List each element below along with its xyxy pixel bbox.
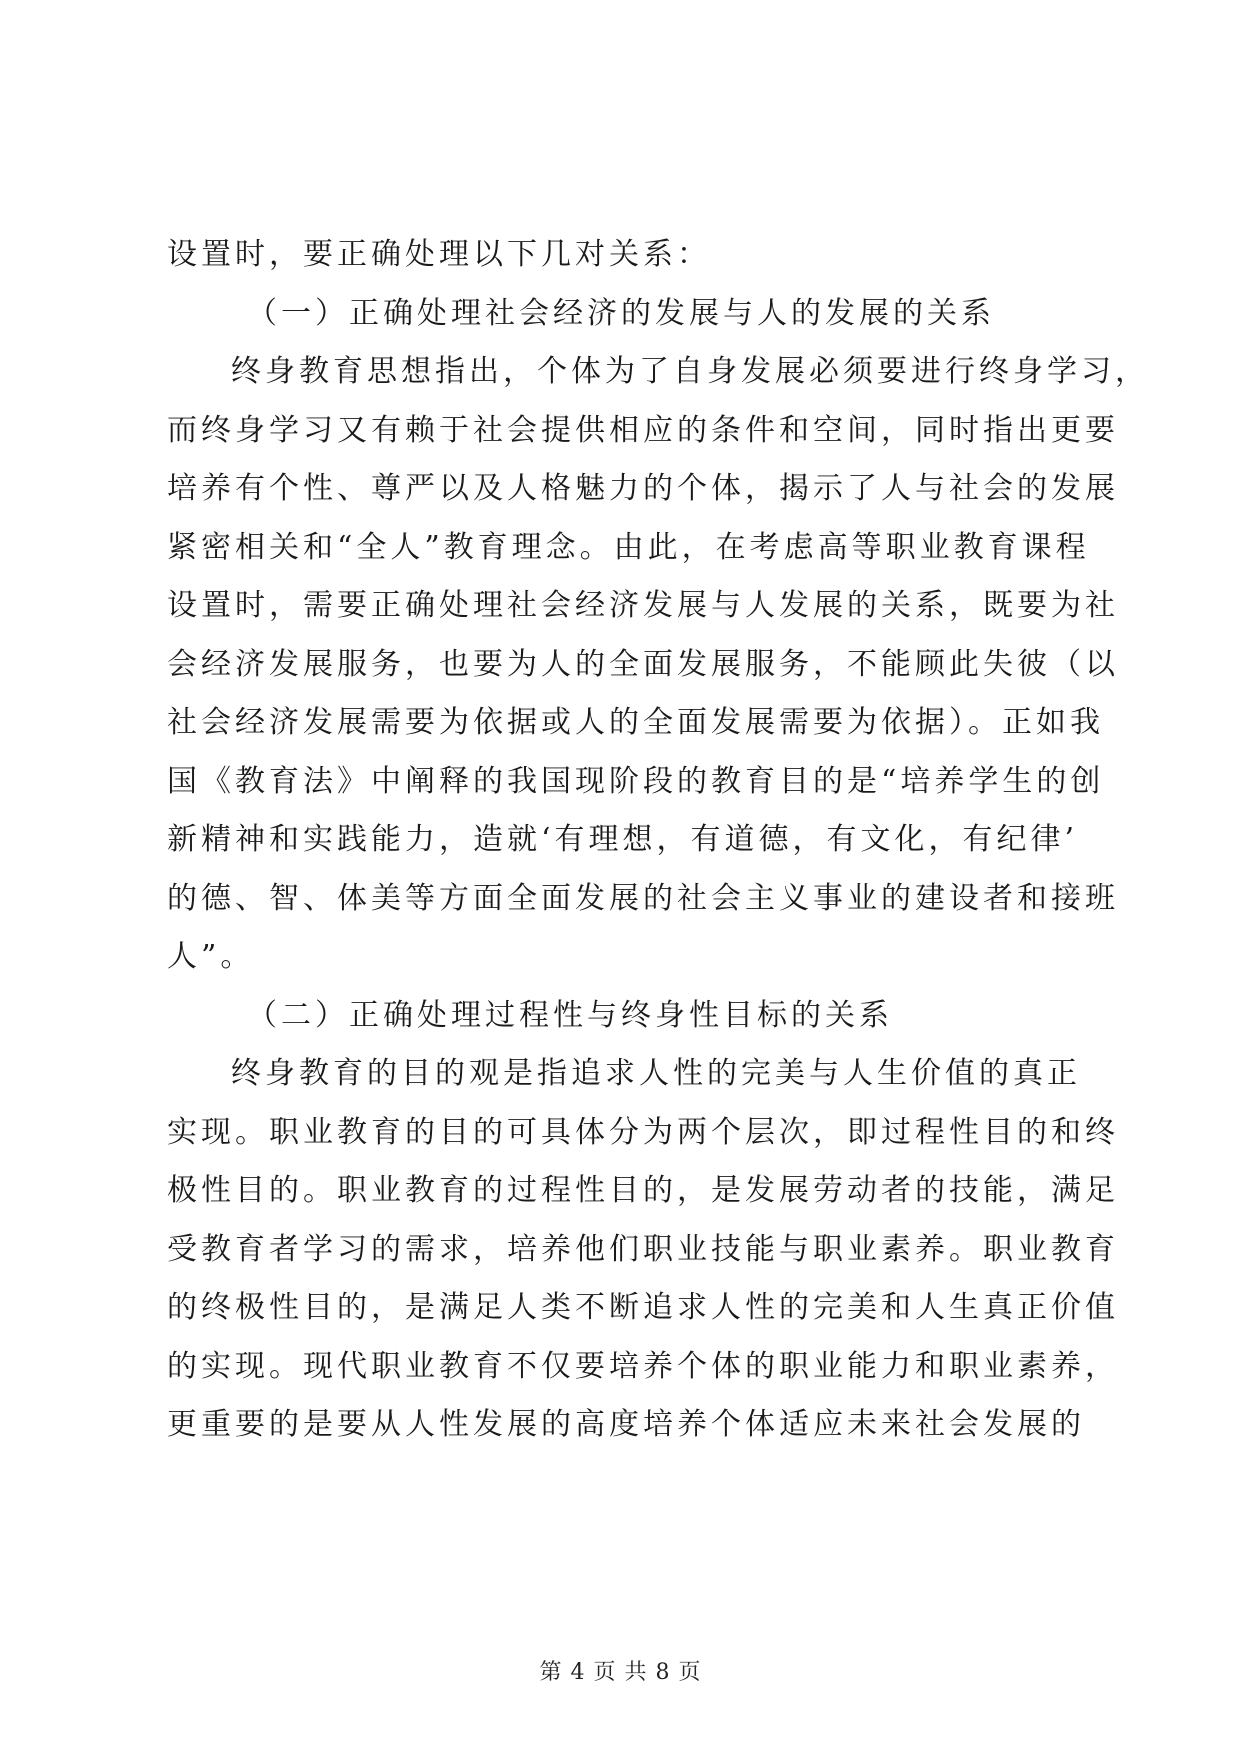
- text-line: 紧密相关和“全人”教育理念。由此，在考虑高等职业教育课程: [167, 529, 1090, 565]
- body-text: [167, 226, 1149, 1455]
- text-line: 终身教育思想指出，个体为了自身发展必须要进行终身学习，: [231, 354, 1149, 389]
- text-line: 受教育者学习的需求，培养他们职业技能与职业素养。职业教育: [167, 1231, 1119, 1267]
- text-line: 极性目的。职业教育的过程性目的，是发展劳动者的技能，满足: [167, 1173, 1119, 1208]
- section-heading: （二）正确处理过程性与终身性目标的关系: [247, 997, 893, 1033]
- text-line: 社会经济发展需要为依据或人的全面发展需要为依据）。正如我: [167, 705, 1104, 740]
- text-line: 设置时，要正确处理以下几对关系：: [167, 237, 711, 272]
- text-line: 人”。: [167, 939, 255, 974]
- text-line: 会经济发展服务，也要为人的全面发展服务，不能顾此失彼（以: [167, 646, 1119, 682]
- text-line: 的终极性目的，是满足人类不断追求人性的完美和人生真正价值: [167, 1290, 1119, 1325]
- text-line: 而终身学习又有赖于社会提供相应的条件和空间，同时指出更要: [167, 412, 1119, 448]
- text-line: 更重要的是要从人性发展的高度培养个体适应未来社会发展的: [167, 1407, 1085, 1442]
- text-line: 设置时，需要正确处理社会经济发展与人发展的关系，既要为社: [167, 588, 1119, 623]
- section-heading: （一）正确处理社会经济的发展与人的发展的关系: [247, 295, 995, 331]
- text-line: 终身教育的目的观是指追求人性的完美与人生价值的真正: [231, 1056, 1081, 1091]
- text-line: 的德、智、体美等方面全面发展的社会主义事业的建设者和接班: [167, 880, 1119, 916]
- text-line: 实现。职业教育的目的可具体分为两个层次，即过程性目的和终: [167, 1114, 1119, 1150]
- text-line: 国《教育法》中阐释的我国现阶段的教育目的是“培养学生的创: [167, 763, 1105, 799]
- text-line: 的实现。现代职业教育不仅要培养个体的职业能力和职业素养，: [167, 1348, 1119, 1384]
- page-footer: 第 4 页 共 8 页: [539, 1660, 702, 1685]
- text-line: 培养有个性、尊严以及人格魅力的个体，揭示了人与社会的发展: [167, 471, 1119, 506]
- text-line: 新精神和实践能力，造就‘有理想，有道德，有文化，有纪律’: [167, 822, 1079, 857]
